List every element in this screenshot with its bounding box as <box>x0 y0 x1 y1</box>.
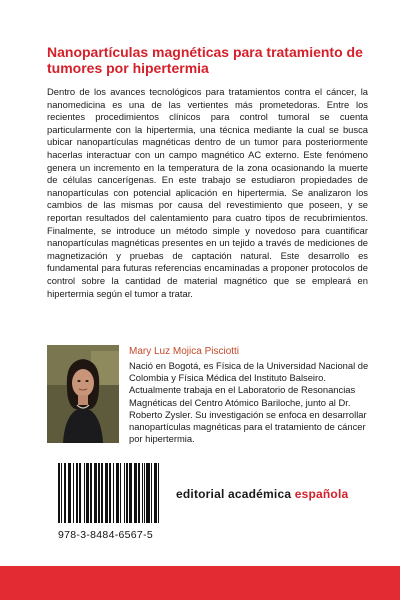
barcode-bar <box>135 463 136 523</box>
barcode-bar <box>130 463 132 523</box>
barcode-bar <box>76 463 77 523</box>
barcode-bar <box>95 463 96 523</box>
barcode-bar <box>110 463 111 523</box>
barcode-bar <box>65 463 66 523</box>
barcode-bar <box>61 463 62 523</box>
barcode-bar <box>86 463 87 523</box>
barcode-bar <box>98 463 100 523</box>
barcode-bar <box>70 463 71 523</box>
barcode-bar <box>80 463 81 523</box>
book-title: Nanopartículas magnéticas para tratamiento de tumores por hipertermia <box>47 44 363 76</box>
barcode-bar <box>94 463 95 523</box>
barcode-bar <box>118 463 119 523</box>
barcode-bar <box>136 463 137 523</box>
author-name: Mary Luz Mojica Pisciotti <box>129 346 240 357</box>
barcode-bar <box>84 463 85 523</box>
barcode-bar <box>138 463 140 523</box>
barcode-bar <box>124 463 125 523</box>
barcode-bar <box>129 463 130 523</box>
author-bio: Nació en Bogotá, es Física de la Universidad Nacional de Colombia y Física Médica del Instituto Balseiro. Actualmente trabaja en el Laboratorio de Resonancias Magnéticas del Centro Atómico Bariloche, junto al Dr. Roberto Zysler. Su investigación se enfoca en desarrollar nanopartículas magnéticas para el tratamiento de cáncer por hipertermia. <box>129 360 369 445</box>
barcode-bar <box>156 463 157 523</box>
barcode-bar <box>90 463 92 523</box>
barcode-bar <box>146 463 148 523</box>
barcode-bar <box>109 463 110 523</box>
barcode-bar <box>96 463 97 523</box>
author-photo <box>47 345 119 443</box>
barcode-bar <box>116 463 117 523</box>
barcode-bar <box>144 463 145 523</box>
barcode-bar <box>142 463 143 523</box>
barcode-bar <box>105 463 106 523</box>
barcode-bar <box>73 463 74 523</box>
barcode-bar <box>154 463 156 523</box>
barcode-bar <box>151 463 152 523</box>
barcode-bar <box>158 463 159 523</box>
barcode-bar <box>88 463 89 523</box>
barcode-bar <box>102 463 103 523</box>
barcode-bar <box>148 463 149 523</box>
book-description: Dentro de los avances tecnológicos para tratamientos contra el cáncer, la nanomedicina es una de las vertientes más prometedoras. Entre los recientes procedimientos clínicos para control tumoral se cuenta particularmente con la hipertermia, una técnica mediante la cual se busca ubicar nanopartículas magnéticas dentro de un tumor para posteriormente hacerlas interactuar con un campo magnético AC externo. Este fenómeno genera un incremento en la temperatura de la zona ocasionando la muerte de células cancerígenas. En este trabajo se estudiaron propiedades de nanopartículas con potencial aplicación en hipertermia. Se analizaron los cambios de las mismas por causa del revestimiento que poseen, y se reportan resultados del calentamiento para cuatro tipos de recubrimientos. Finalmente, se introduce un método simple y novedoso para cuantificar nanopartículas magnéticas presentes en un tejido a través de mediciones de magnetización y pruebas de captación natural. Este desarrollo es fundamental para futuras referencias encaminadas a proponer protocolos de control sobre la cantidad de material magnético que se empleará en hipertermia según el tumor a tratar. <box>47 86 368 299</box>
bottom-band <box>0 566 400 600</box>
barcode-bar <box>101 463 102 523</box>
barcode-bar <box>77 463 78 523</box>
barcode-bar <box>113 463 114 523</box>
barcode-bar <box>117 463 118 523</box>
barcode-bar <box>58 463 60 523</box>
author-portrait-illustration <box>47 345 119 443</box>
publisher-name: editorial académica <box>176 487 292 501</box>
barcode-bar <box>106 463 108 523</box>
barcode-bar <box>68 463 69 523</box>
barcode-bar <box>149 463 150 523</box>
publisher-name-accent: española <box>294 487 349 501</box>
isbn-number: 978-3-8484-6567-5 <box>58 529 154 541</box>
barcode-bar <box>79 463 80 523</box>
barcode-bar <box>64 463 65 523</box>
barcode-bar <box>134 463 135 523</box>
barcode-bar <box>127 463 128 523</box>
barcode <box>58 463 160 523</box>
barcode-bar <box>126 463 127 523</box>
publisher-logo <box>176 487 348 501</box>
barcode-bar <box>120 463 121 523</box>
barcode-bar <box>69 463 70 523</box>
barcode-bar <box>87 463 88 523</box>
